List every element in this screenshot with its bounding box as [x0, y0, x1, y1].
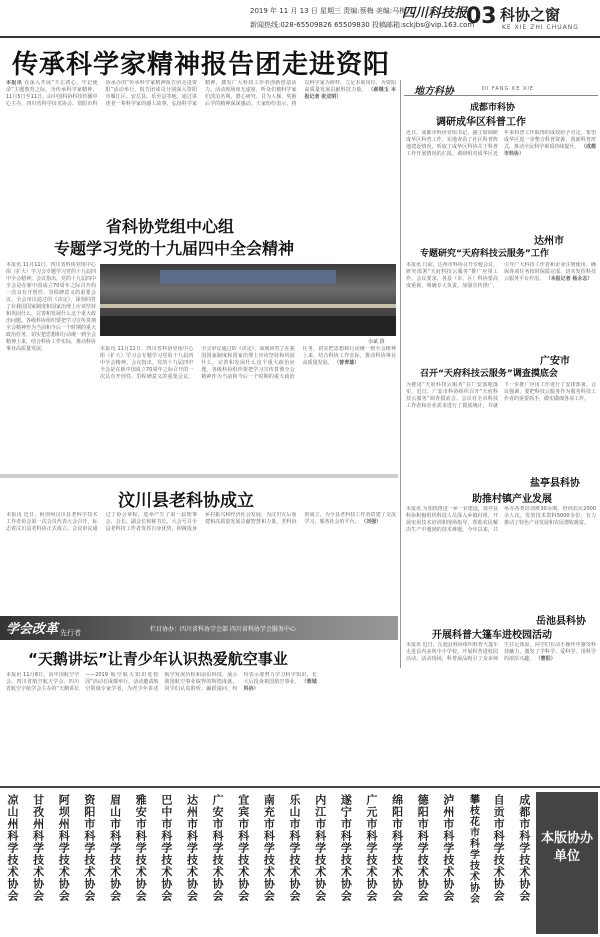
- article1-text: 在深入开展“不忘初心、牢记使命”主题教育之际，为传承科学家精神，11月5日至11日，由中国科协科技传播中心主办，四川省科学技术协会、资阳市科协承办的“传承科学家精神报告团走进资阳”活动举行。报告团成员分别深入资阳市雁江区、安岳县、乐至县等地，通过讲述老一辈科学家的感人故事，弘扬科学家精神，激发广大科技工作者创新创造活力。活动现场座无虚席，听众们被科学家们淡泊名利、潜心研究、甘为人梯、奖掖后学的精神深深感动。大家纷纷表示，将以科学家为榜样，立足本职岗位，为资阳高质量发展贡献科技力量。: [6, 80, 396, 107]
- footer-unit: 雅安市科学技术协会: [134, 794, 148, 902]
- banner-title: 学会改革: [6, 622, 59, 637]
- article1-body: [6, 80, 396, 202]
- footer-label: 本版协办单位: [540, 831, 593, 864]
- footer-unit: 成都市科学技术协会: [517, 794, 531, 902]
- main-headline: 传承科学家精神报告团走进资阳: [12, 50, 391, 80]
- chengdu-city: 成都市科协: [470, 103, 516, 113]
- date-line: 2019 年 11 月 13 日 星期三 责编:蔡梅 美编:马梅: [250, 7, 407, 15]
- dazhou-text: 本报讯 日前，达州市科协召开专题会议，研究部署“天府科技云服务”推广应用工作。会议要求，各县（市、区）科协要高度重视，明确专人负责，加强宣传推广，引导广大科技工作者和企业注册使用，确保各项任务按时保质完成，切实发挥科技云服务平台作用。: [406, 262, 596, 289]
- difang-header: [404, 82, 598, 96]
- dazhou-body: [406, 262, 596, 344]
- article4-byline: （蓉城科协）: [243, 679, 317, 692]
- page-header: [0, 0, 600, 38]
- article2-body-right: [100, 346, 396, 466]
- article2-title-line2: 专题学习党的十九届四中全会精神: [54, 239, 295, 258]
- guangan-body: 为推进“天府科技云服务”在广安落地落实，近日，广安市科协组织召开“天府科技云服务”调查摸底会。会议对全市科技工作者和企业需求进行了摸底统计，并就下一步推广应用工作进行了安排部署。会议强调，要把科技云服务作为服务科技工作者的重要抓手，做实做细各项工作。: [406, 382, 596, 409]
- footer-unit: 广元市科学技术协会: [364, 794, 378, 902]
- article2-text: 本报讯 11月11日，四川省科协党组中心组（扩大）学习会专题学习党的十九届四中全会精神。会议指出，党的十九届四中全会是在新中国成立70周年之际召开的一次具有开创性、里程碑意义的重要会议。全会审议通过的《决定》，深刻回答了在我国国家制度和国家治理上应该坚持和巩固什么、完善和发展什么这个重大政治问题。各级科协组织要把学习宣传贯彻全会精神作为当前和今后一个时期的重大政治任务，切实把思想和行动统一到全会精神上来，结合科协工作实际，推动科协事业高质量发展。: [100, 346, 396, 380]
- footer-unit: 巴中市科学技术协会: [159, 794, 173, 902]
- footer-unit: 绵阳市科学技术协会: [390, 794, 404, 902]
- banner-subtitle: 先行者: [60, 629, 81, 637]
- chengdu-text: 近日，成都市科协党组书记、副主席调研成华区科普工作，实地查看了社区科普阵地建设情况，听取了成华区科协关于科普工作开展情况的汇报。调研组对成华区近年来科普工作取得的成效给予肯定，希望成华区进一步整合科普资源，创新科普形式，推动全民科学素质持续提升。: [406, 130, 596, 157]
- footer-unit: 自贡市科学技术协会: [492, 794, 506, 902]
- dazhou-city: 达州市: [534, 236, 564, 247]
- footer-unit: 甘孜州科学技术协会: [31, 794, 45, 902]
- contact-line: 新闻热线:028-65509826 65509830 投稿邮箱:sckjbs@vip.163.com: [250, 21, 475, 29]
- footer-units: [4, 794, 532, 932]
- yuechi-city: 岳池县科协: [536, 616, 586, 627]
- article1-lead: 本报讯: [6, 80, 23, 86]
- article4-body: [6, 672, 396, 776]
- footer-unit: 德阳市科学技术协会: [416, 794, 430, 902]
- newspaper-brand: 四川科技报: [402, 6, 468, 21]
- banner-cosponsor: 栏目协办：四川省科协学会部 四川省科协学会服务中心: [150, 626, 296, 633]
- article4-title: “天鹅讲坛”让青少年认识热爱航空事业: [28, 650, 288, 668]
- footer-label-box: [536, 792, 598, 934]
- column-divider: [400, 80, 401, 668]
- footer-unit: 宜宾市科学技术协会: [236, 794, 250, 902]
- conference-table: [100, 304, 396, 308]
- stage-banner: [160, 270, 336, 284]
- chengdu-body: [406, 130, 596, 214]
- yuechi-text: 本报讯 近日，岳池县科协组织科普大篷车走进县内多所中小学校，开展科普进校园活动。活动现场，科普展品吸引了众多师生驻足体验，同学们在动手操作中感受科技魅力，激发了学科学、爱科学、用科学的浓厚兴趣。: [406, 642, 596, 662]
- yanting-body: 本报讯 为加快推进一乡一业建设，盐亭县科协积极组织科技人员深入乡镇村组，开展实用技术培训和现场指导，帮助农民解决生产中遇到的技术难题。今年以来，共举办各类培训班30余期，培训农民2000余人次，发放技术资料5000余份，有力推动了特色产业发展和农民增收致富。: [406, 506, 596, 533]
- footer-unit: 遂宁市科学技术协会: [339, 794, 353, 902]
- audience-row: [100, 316, 396, 336]
- footer-unit: 资阳市科学技术协会: [82, 794, 96, 902]
- dazhou-byline: （本报记者 杨永志）: [545, 276, 593, 282]
- yanting-headline: 助推村镇产业发展: [472, 494, 552, 505]
- footer-unit: 凉山州科学技术协会: [6, 794, 19, 902]
- footer-unit: 乐山市科学技术协会: [288, 794, 302, 902]
- section-banner: [0, 616, 398, 640]
- article3-title: 汶川县老科协成立: [118, 491, 254, 511]
- chengdu-headline: 调研成华区科普工作: [436, 117, 526, 128]
- article3-text: 本报讯 近日，阿坝州汶川县老科学技术工作者协会第一次会员代表大会召开，标志着汶川县老科协正式成立。会议审议通过了协会章程，选举产生了第一届理事会、会长、副会长和秘书长。大会号召全县老科技工作者发挥自身优势，积极投身乡村振兴和经济社会发展，为汶川灾后重建和高质量发展贡献智慧和力量。老科协的成立，为全县老科技工作者搭建了交流学习、服务社会的平台。: [6, 512, 396, 532]
- article1-byline: （郝继玉 本报记者 张双明）: [304, 87, 396, 100]
- meeting-photo: [100, 264, 396, 336]
- footer-unit: 南充市科学技术协会: [262, 794, 276, 902]
- article3-top-band: [0, 474, 398, 478]
- article3-body: [6, 512, 396, 612]
- column-subtitle: KE XIE ZHI CHUANG: [502, 24, 579, 31]
- yuechi-headline: 开展科普大篷车进校园活动: [432, 630, 552, 641]
- column-name: 科协之窗: [500, 6, 561, 24]
- guangan-city: 广安市: [540, 356, 570, 367]
- footer-unit: 达州市科学技术协会: [185, 794, 199, 902]
- chengdu-byline: （成都市科协）: [504, 144, 596, 157]
- footer-unit: 广安市科学技术协会: [211, 794, 225, 902]
- page-number: 03: [466, 4, 497, 29]
- footer-unit: 眉山市科学技术协会: [108, 794, 122, 902]
- difang-label: 地方科协: [414, 86, 454, 97]
- article4-text: 本报讯 11月8日，由中国航空学会、四川省航空航天学会、四川省航空宇航学会主办的“天鹅讲坛——2019 航空航天知识进校园”活动在成都举行。活动邀请航空领域专家学者，为青少年讲述航空发展历程和前沿科技，展示我国航空事业取得的辉煌成就。同学们认真聆听，踊跃提问，纷纷表示要努力学习科学知识，长大后投身祖国航空事业。: [6, 672, 317, 692]
- yuechi-byline: （曹阳）: [535, 656, 556, 662]
- article3-byline: （刘强）: [361, 519, 382, 525]
- yanting-city: 盐亭县科协: [530, 478, 580, 489]
- footer-unit: 攀枝花市科学技术协会: [467, 794, 479, 904]
- footer-unit: 泸州市科学技术协会: [441, 794, 455, 902]
- article2-title-line1: 省科协党组中心组: [106, 217, 235, 236]
- difang-pinyin: DI FANG KE XIE: [482, 86, 535, 92]
- article2-body-left: 本报讯 11月11日，四川省科协党组中心组（扩大）学习会专题学习党的十九届四中全会精神。会议指出，党的十九届四中全会是在新中国成立70周年之际召开的一次具有开创性、里程碑意义的重要会议。全会审议通过的《决定》，深刻回答了在我国国家制度和国家治理上应该坚持和巩固什么、完善和发展什么这个重大政治问题。各级科协组织要把学习宣传贯彻全会精神作为当前和今后一个时期的重大政治任务，切实把思想和行动统一到全会精神上来，结合科协工作实际，推动科协事业高质量发展。: [6, 262, 96, 352]
- photo-caption: 余斌 摄: [368, 339, 385, 345]
- yuechi-body: [406, 642, 596, 782]
- dazhou-headline: 专题研究“天府科技云服务”工作: [420, 249, 549, 259]
- footer-unit: 阿坝州科学技术协会: [57, 794, 71, 902]
- footer-unit: 内江市科学技术协会: [313, 794, 327, 902]
- footer-rule: [0, 786, 600, 788]
- guangan-headline: 召开“天府科技云服务”调查摸底会: [420, 369, 558, 379]
- article2-byline: （曾青雄）: [334, 360, 360, 366]
